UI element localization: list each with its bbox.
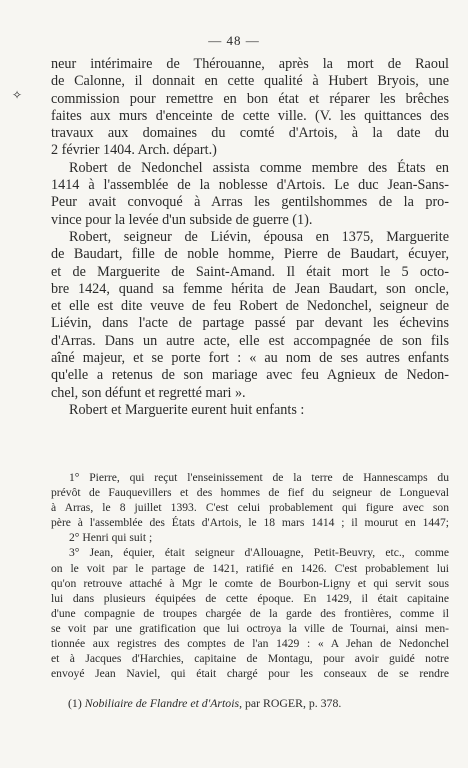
list-line: se voit par une gratification que lui octroya la ville de Tournai, ainsi men-: [51, 621, 449, 635]
list-line: tionnée aux registres des comptes de l'an 1429 : « A Jehan de Nedonchel: [51, 637, 449, 651]
text-line: aîné majeur, et se porte fort : « au nom de ses autres enfants: [51, 350, 449, 367]
text-line: travaux aux domaines du comté d'Artois, à la date du: [51, 125, 449, 142]
text-line: neur intérimaire de Thérouanne, après la mort de Raoul: [51, 56, 449, 72]
text-line: de Calonne, il donnait en cette qualité à Hubert Bryois, une: [51, 73, 449, 90]
footnote-marker: (1): [68, 696, 82, 710]
text-line: bre 1424, quand sa femme hérita de Jean Baudart, son oncle,: [51, 280, 449, 297]
text-line: Robert de Nedonchel assista comme membre des États en: [69, 159, 449, 176]
children-list: [51, 470, 449, 681]
list-line: 2° Henri qui suit ;: [69, 531, 153, 545]
text-line: commission pour remettre en bon état et réparer les brêches: [51, 90, 449, 107]
text-line: faites aux murs d'enceinte de cette ville. (V. les quittances des: [51, 107, 449, 124]
text-line: vince pour la levée d'un subside de guerre (1).: [51, 211, 313, 228]
list-line: 3° Jean, équier, était seigneur d'Allouagne, Petit-Beuvry, etc., comme: [69, 546, 449, 560]
list-line: à Arras, le 8 juillet 1393. C'est celui probablement qui figure avec son: [51, 501, 449, 515]
text-line: 1414 à l'assemblée de la noblesse d'Artois. Le duc Jean-Sans-: [51, 177, 449, 194]
list-line: on le voit par le partage de 1421, ratifié en 1426. C'est probablement lui: [51, 561, 449, 575]
list-line: d'une compagnie de troupes chargée de la garde des frontières, comme il: [51, 606, 449, 620]
text-line: d'Arras. Dans un autre acte, elle est accompagnée de son fils: [51, 332, 449, 349]
list-line: lui dans plusieurs équipées de cette époque. En 1429, il était capitaine: [51, 591, 449, 605]
text-line: et de Marguerite de Saint-Amand. Il était mort le 5 octo-: [51, 263, 449, 280]
text-line: Robert et Marguerite eurent huit enfants :: [69, 401, 305, 418]
list-line: prévôt de Fauquevillers et des hommes de fief du seigneur de Longueval: [51, 486, 449, 500]
page-number: — 48 —: [208, 33, 260, 48]
text-line: et elle est dite veuve de feu Robert de Nedonchel, seigneur de: [51, 298, 449, 315]
list-line: qu'on retrouve attaché à Mgr le comte de Bourbon-Ligny et qui servit sous: [51, 576, 449, 590]
margin-mark: ✧: [12, 88, 23, 102]
list-line: et à Jacques d'Harchies, capitaine de Montagu, pour avoir guidé notre: [51, 652, 449, 666]
text-line: Robert, seigneur de Liévin, épousa en 1375, Marguerite: [69, 228, 449, 245]
footnote: [68, 696, 448, 711]
text-line: Peur avait convoqué à Arras les gentilshommes de la pro-: [51, 194, 449, 211]
text-line: chel, son défunt et regretté mari ».: [51, 384, 246, 401]
footnote-title: Nobiliaire de Flandre et d'Artois: [84, 696, 240, 710]
list-line: 1° Pierre, qui reçut l'enseinissement de la terre de Hannescamps du: [69, 471, 449, 484]
list-line: père à l'assemblée des États d'Artois, le 18 mars 1414 ; il mourut en 1447;: [51, 516, 449, 530]
main-text: [51, 56, 449, 419]
text-line: Liévin, dans l'acte de partage passé par devant les échevins: [51, 315, 449, 332]
list-line: envoyé Jean Naviel, qui était chargé pour les conseaux de se rendre: [51, 667, 449, 681]
text-line: qu'elle a retenus de son mariage avec feu Agnieux de Nedon-: [51, 367, 449, 384]
text-line: 2 février 1404. Arch. départ.): [51, 142, 217, 159]
footnote-rest: , par ROGER, p. 378.: [239, 696, 342, 710]
text-line: de Baudart, fille de noble homme, Pierre de Baudart, écuyer,: [51, 246, 449, 263]
